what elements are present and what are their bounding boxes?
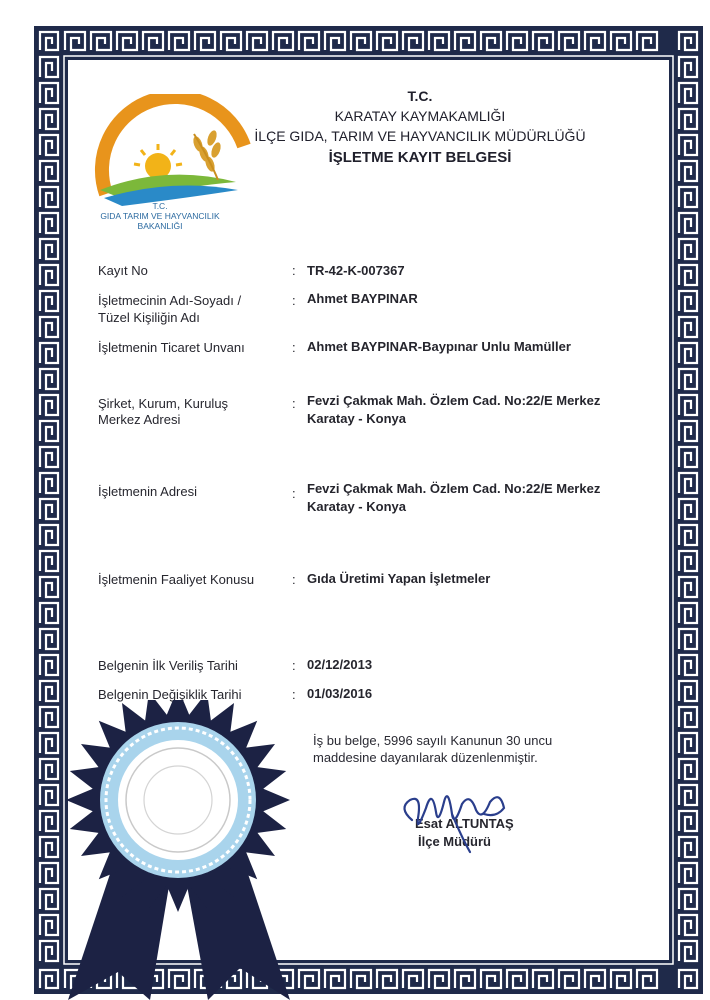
field-colon: : [292, 263, 296, 278]
document-title: İŞLETME KAYIT BELGESİ [328, 149, 512, 166]
field-label-first-issue-date: Belgenin İlk Veriliş Tarihi [98, 658, 238, 673]
field-value-business-address-2: Karatay - Konya [307, 499, 406, 514]
field-label-operator-name-2: Tüzel Kişiliğin Adı [98, 310, 200, 325]
field-value-first-issue-date: 02/12/2013 [307, 657, 373, 672]
field-label-change-date: Belgenin Değişiklik Tarihi [98, 687, 242, 702]
field-value-head-office: Fevzi Çakmak Mah. Özlem Cad. No:22/E Merkez [307, 393, 601, 408]
field-label-business-address: İşletmenin Adresi [98, 484, 197, 499]
field-label-head-office: Şirket, Kurum, Kuruluş [98, 396, 229, 411]
field-colon: : [292, 572, 296, 587]
field-colon: : [292, 687, 296, 702]
field-value-change-date: 01/03/2016 [307, 686, 373, 701]
field-colon: : [292, 486, 296, 501]
header-directorate: İLÇE GIDA, TARIM VE HAYVANCILIK MÜDÜRLÜĞÜ [254, 128, 586, 144]
header-kaymakamlik: KARATAY KAYMAKAMLIĞI [334, 108, 506, 124]
header-tc: T.C. [407, 88, 433, 104]
field-label-head-office-2: Merkez Adresi [98, 412, 181, 427]
logo-caption-ministry: GIDA TARIM VE HAYVANCILIK [100, 211, 220, 221]
field-value-business-address: Fevzi Çakmak Mah. Özlem Cad. No:22/E Merkez [307, 481, 601, 496]
field-label-trade-name: İşletmenin Ticaret Unvanı [98, 340, 245, 355]
field-value-operator-name: Ahmet BAYPINAR [307, 291, 418, 306]
signatory-title: İlçe Müdürü [418, 834, 491, 849]
handwritten-signature [392, 778, 532, 858]
field-colon: : [292, 658, 296, 673]
field-label-registration-no: Kayıt No [98, 263, 148, 278]
field-label-operator-name: İşletmecinin Adı-Soyadı / [98, 293, 242, 308]
legal-note-line1: İş bu belge, 5996 sayılı Kanunun 30 uncu [313, 733, 553, 748]
field-value-trade-name: Ahmet BAYPINAR-Baypınar Unlu Mamüller [307, 339, 571, 354]
field-value-registration-no: TR-42-K-007367 [307, 263, 405, 278]
field-colon: : [292, 340, 296, 355]
signatory-name: Esat ALTUNTAŞ [415, 816, 514, 831]
field-label-activity: İşletmenin Faaliyet Konusu [98, 572, 255, 587]
logo-caption-tc: T.C. [152, 201, 168, 211]
legal-note-line2: maddesine dayanılarak düzenlenmiştir. [313, 750, 538, 765]
field-value-head-office-2: Karatay - Konya [307, 411, 406, 426]
seal-rosette [58, 700, 298, 1000]
field-colon: : [292, 396, 296, 411]
logo-caption-bakanligi: BAKANLIĞI [137, 221, 183, 231]
field-colon: : [292, 293, 296, 308]
legal-note [313, 732, 552, 766]
field-value-activity: Gıda Üretimi Yapan İşletmeler [307, 571, 491, 586]
